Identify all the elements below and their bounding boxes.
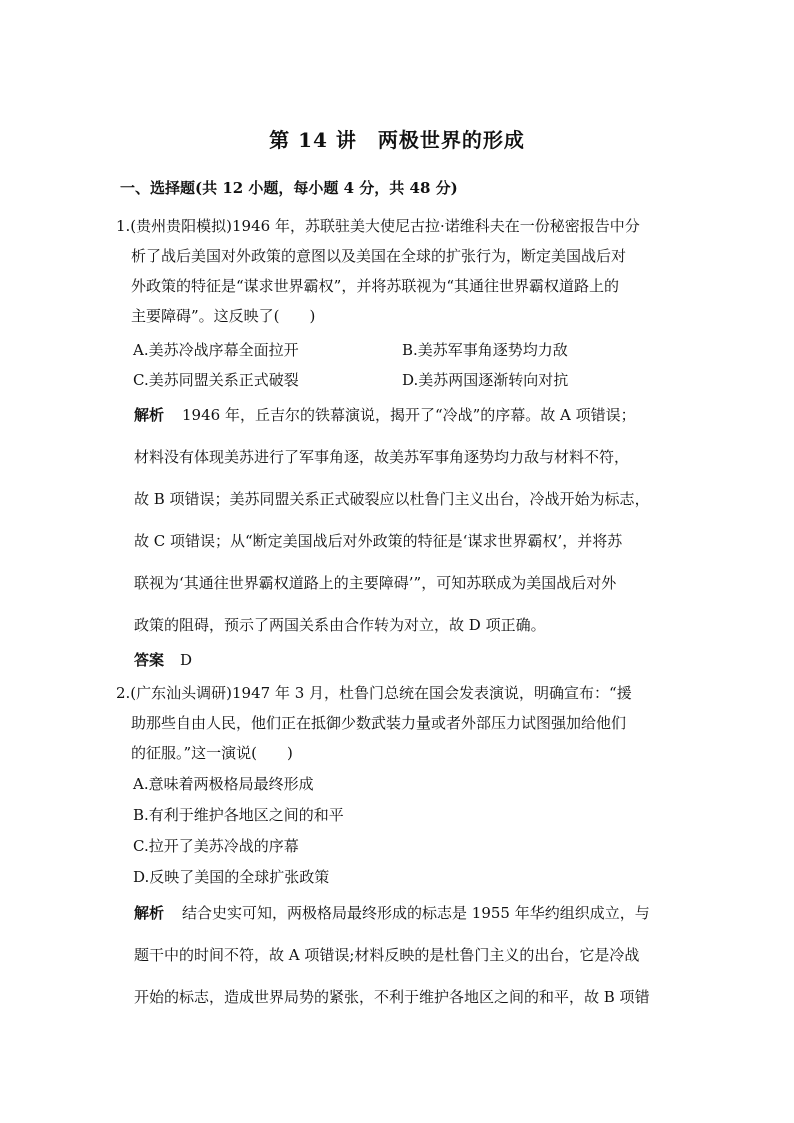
q2-stem-line: 2.(广东汕头调研)1947 年 3 月，杜鲁门总统在国会发表演说，明确宣布：“援 [116,684,632,702]
q1-stem-line: 析了战后美国对外政策的意图以及美国在全球的扩张行为，断定美国战后对 [131,247,627,265]
q1-stem-line: 1.(贵州贵阳模拟)1946 年，苏联驻美大使尼古拉·诺维科夫在一份秘密报告中分 [116,217,640,235]
q1-analysis-line: 故 C 项错误；从“断定美国战后对外政策的特征是‘谋求世界霸权’，并将苏 [134,532,623,550]
q2-option-b: B.有利于维护各地区之间的和平 [133,806,344,824]
q2-option-a: A.意味着两极格局最终形成 [133,775,314,793]
q1-answer-label: 答案 [134,651,165,669]
q1-stem-line: 主要障碍”。这反映了( ) [131,307,316,325]
q2-option-d: D.反映了美国的全球扩张政策 [133,868,330,886]
q1-option-c: C.美苏同盟关系正式破裂 [133,371,299,389]
q1-option-a: A.美苏冷战序幕全面拉开 [133,341,299,359]
q1-stem-line: 外政策的特征是“谋求世界霸权”，并将苏联视为“其通往世界霸权道路上的 [131,277,620,295]
section-heading: 一、选择题(共 12 小题，每小题 4 分，共 48 分) [120,179,458,197]
q1-analysis-line: 政策的阻碍，预示了两国关系由合作转为对立，故 D 项正确。 [134,616,546,634]
q1-analysis-line: 1946 年，丘吉尔的铁幕演说，揭开了“冷战”的序幕。故 A 项错误； [182,406,636,424]
q1-option-d: D.美苏两国逐渐转向对抗 [402,371,569,389]
q1-answer-value: D [180,651,193,669]
q2-option-c: C.拉开了美苏冷战的序幕 [133,837,299,855]
q1-analysis-label: 解析 [134,406,165,424]
q2-analysis-line: 结合史实可知，两极格局最终形成的标志是 1955 年华约组织成立，与 [182,904,650,922]
q1-option-b: B.美苏军事角逐势均力敌 [402,341,568,359]
q2-stem-line: 助那些自由人民，他们正在抵御少数武装力量或者外部压力试图强加给他们 [131,714,627,732]
q2-analysis-line: 题干中的时间不符，故 A 项错误;材料反映的是杜鲁门主义的出台，它是冷战 [134,946,640,964]
q1-analysis-line: 材料没有体现美苏进行了军事角逐，故美苏军事角逐势均力敌与材料不符， [134,448,630,466]
q1-analysis-line: 故 B 项错误；美苏同盟关系正式破裂应以杜鲁门主义出台，冷战开始为标志， [134,490,650,508]
q1-analysis-line: 联视为‘其通往世界霸权道路上的主要障碍’”，可知苏联成为美国战后对外 [134,574,617,592]
q2-stem-line: 的征服。”这一演说( ) [131,744,293,762]
q2-analysis-label: 解析 [134,904,165,922]
page-title: 第 14 讲 两极世界的形成 [269,128,525,152]
q2-analysis-line: 开始的标志，造成世界局势的紧张，不利于维护各地区之间的和平，故 B 项错 [134,988,650,1006]
